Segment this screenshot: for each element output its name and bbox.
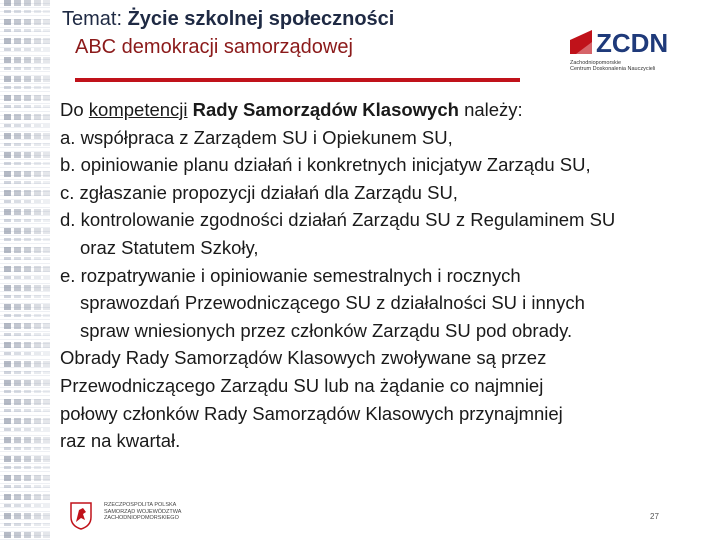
item-e-line3: spraw wniesionych przez członków Zarządu SU pod obrady.	[80, 319, 573, 341]
intro-line	[60, 96, 704, 124]
paragraph-line2: Przewodniczącego Zarządu SU lub na żądanie co najmniej	[60, 374, 544, 396]
slide-title	[62, 8, 394, 31]
logo-caption	[570, 60, 684, 72]
decorative-manuscript-strip	[0, 0, 50, 540]
intro-bold: Rady Samorządów Klasowych	[192, 99, 459, 120]
intro-underlined: kompetencji	[88, 99, 188, 120]
item-e-line1: e. rozpatrywanie i opiniowanie semestralnych i rocznych	[60, 264, 521, 286]
footer-line2: SAMORZĄD WOJEWÓDZTWA	[104, 508, 182, 515]
title-divider	[75, 78, 520, 82]
topic-prefix: Temat:	[62, 8, 128, 30]
item-e-line2: sprawozdań Przewodniczącego SU z działalności SU i innych	[80, 292, 585, 314]
intro-end: należy:	[458, 99, 523, 120]
page-number: 27	[650, 512, 659, 521]
topic-heading	[62, 8, 394, 31]
item-b: b. opiniowanie planu działań i konkretnych inicjatyw Zarządu SU,	[60, 154, 591, 176]
paragraph-line4: raz na kwartał.	[60, 430, 181, 452]
griffin-emblem-icon	[68, 500, 94, 530]
subtitle: ABC demokracji samorządowej	[75, 36, 353, 58]
paragraph-line1: Obrady Rady Samorządów Klasowych zwoływane są przez	[60, 347, 547, 369]
footer-line1: RZECZPOSPOLITA POLSKA	[104, 502, 177, 508]
slide-body	[60, 96, 704, 455]
item-d-line2: oraz Statutem Szkoły,	[80, 236, 259, 258]
logo-caption-line2: Centrum Doskonalenia Nauczycieli	[570, 66, 656, 72]
logo-wordmark: ZCDN	[596, 28, 669, 58]
paragraph-line3: połowy członków Rady Samorządów Klasowych przynajmniej	[60, 402, 563, 424]
footer-institution	[104, 502, 181, 522]
item-d-line1: d. kontrolowanie zgodności działań Zarządu SU z Regulaminem SU	[60, 209, 616, 231]
item-c: c. zgłaszanie propozycji działań dla Zarządu SU,	[60, 181, 458, 203]
topic-bold: Życie szkolnej społeczności	[127, 8, 395, 30]
intro-text: Do	[60, 99, 89, 120]
logo-caption-line1: Zachodniopomorskie	[570, 60, 622, 66]
footer-line3: ZACHODNIOPOMORSKIEGO	[104, 515, 179, 521]
item-a: a. współpraca z Zarządem SU i Opiekunem SU,	[60, 126, 453, 148]
